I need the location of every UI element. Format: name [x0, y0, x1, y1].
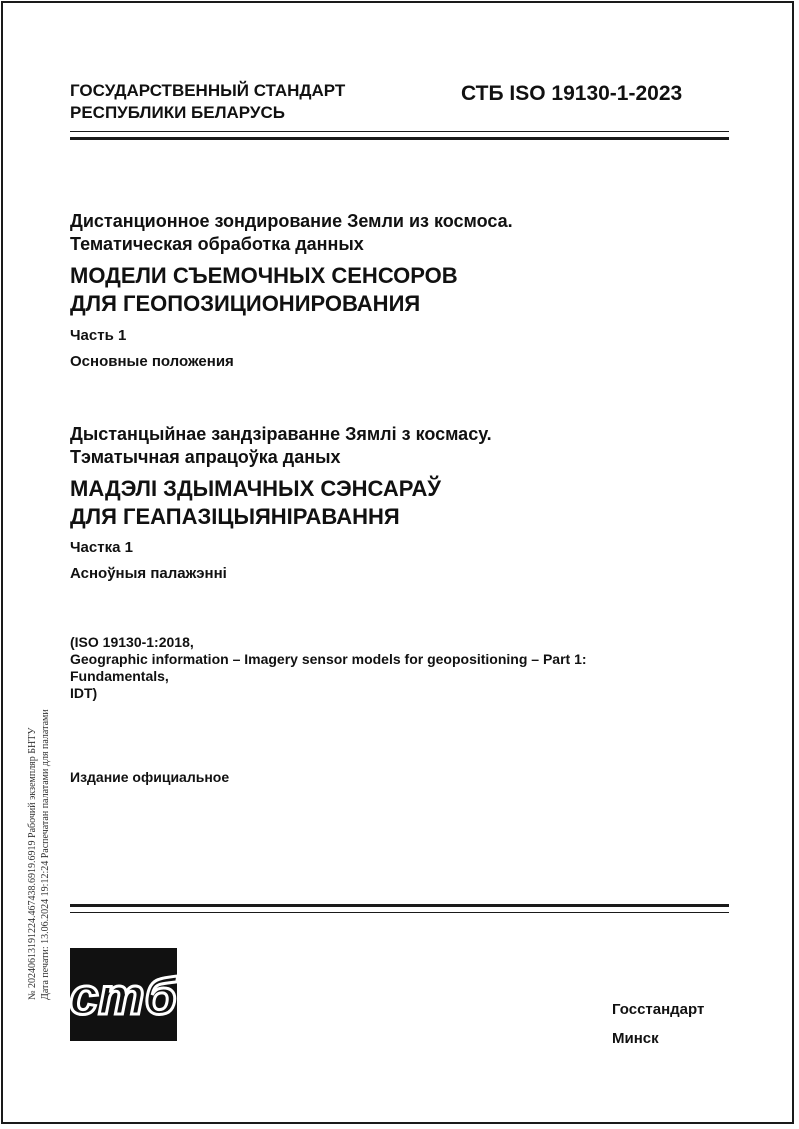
iso-ref-line3: Fundamentals,	[70, 668, 169, 684]
publisher-name: Госстандарт	[612, 1001, 705, 1018]
stb-logo	[70, 948, 177, 1041]
ru-title-line1: МОДЕЛИ СЪЕМОЧНЫХ СЕНСОРОВ	[70, 263, 458, 288]
standard-code: СТБ ISO 19130-1-2023	[461, 82, 683, 105]
side-stamp-line1: № 20240613191224.467438.6919.6919 Рабочий экземпляр БНТУ	[27, 727, 38, 1000]
iso-ref-line4: IDT)	[70, 685, 98, 701]
org-name-line1: ГОСУДАРСТВЕННЫЙ СТАНДАРТ	[70, 81, 346, 100]
iso-ref-line2: Geographic information – Imagery sensor models for geopositioning – Part 1:	[70, 651, 587, 667]
by-subject-line1: Дыстанцыйнае зандзіраванне Зямлі з космасу.	[70, 424, 492, 444]
by-title-line1: МАДЭЛІ ЗДЫМАЧНЫХ СЭНСАРАЎ	[70, 476, 442, 501]
ru-subject-line2: Тематическая обработка данных	[70, 234, 364, 254]
header-rule-thin	[70, 131, 729, 132]
by-title-line2: ДЛЯ ГЕАПАЗІЦЫЯНІРАВАННЯ	[70, 504, 400, 529]
ru-title-line2: ДЛЯ ГЕОПОЗИЦИОНИРОВАНИЯ	[70, 291, 421, 316]
side-stamp-line2: Дата печати: 13.06.2024 19:12:24 Распечатан палатами для палатами	[40, 709, 51, 1000]
iso-ref-line1: (ISO 19130-1:2018,	[70, 634, 194, 650]
org-name-line2: РЕСПУБЛИКИ БЕЛАРУСЬ	[70, 103, 285, 122]
stb-logo-text: стб	[70, 968, 177, 1026]
ru-subject-line1: Дистанционное зондирование Земли из космоса.	[70, 211, 513, 231]
by-subject-line2: Тэматычная апрацоўка даных	[70, 447, 341, 467]
footer-rule-thick	[70, 904, 729, 907]
ru-part: Часть 1	[70, 327, 127, 344]
by-part-title: Асноўныя палажэнні	[70, 565, 227, 582]
footer-rule-thin	[70, 912, 729, 913]
edition-label: Издание официальное	[70, 769, 230, 785]
by-part: Частка 1	[70, 539, 133, 556]
publisher-city: Минск	[612, 1030, 659, 1047]
ru-part-title: Основные положения	[70, 353, 234, 370]
header-rule-thick	[70, 137, 729, 140]
